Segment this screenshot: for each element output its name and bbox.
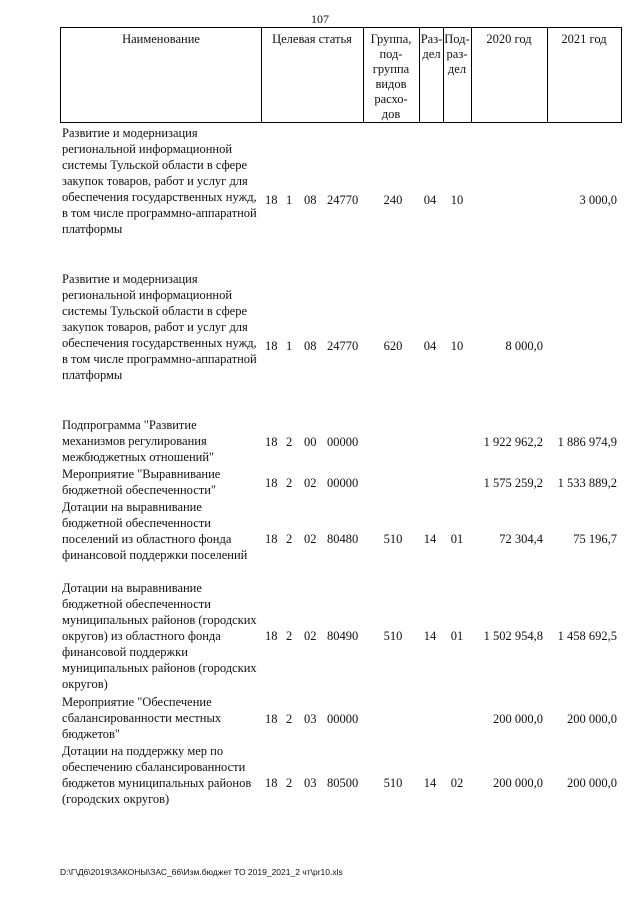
row-code: 80500 <box>327 776 359 790</box>
row-name: Дотации на выравнивание бюджетной обеспеченности муниципальных районов (городских округов) из областного фонда финансовой поддержки муниципальных районов (городских округов) <box>62 581 257 691</box>
row-measure: 00 <box>304 435 317 449</box>
row-2020: 1 502 954,8 <box>483 629 543 643</box>
row-measure: 02 <box>304 476 317 490</box>
row-code: 00000 <box>327 712 359 726</box>
row-2020: 200 000,0 <box>493 776 543 790</box>
row-subsection: 02 <box>450 776 464 790</box>
row-subprogram: 2 <box>286 476 293 490</box>
row-program: 18 <box>265 712 278 726</box>
row-name: Дотации на поддержку мер по обеспечению сбалансированности бюджетов муниципальных районов (городских округов) <box>62 744 252 806</box>
row-subprogram: 2 <box>286 776 293 790</box>
row-subsection: 01 <box>450 629 464 643</box>
row-2020: 8 000,0 <box>505 339 543 353</box>
row-section: 14 <box>423 776 437 790</box>
header-2020: 2020 год <box>486 32 532 46</box>
row-code: 80480 <box>327 532 359 546</box>
row-subsection: 01 <box>450 532 464 546</box>
row-name: Развитие и модернизация региональной информационной системы Тульской области в сфере закупок товаров, работ и услуг для обеспечения государственных нужд, в том числе программно-аппаратной платформы <box>62 272 257 382</box>
header-section: Раз- дел <box>420 32 443 61</box>
row-program: 18 <box>265 193 278 207</box>
row-2020: 72 304,4 <box>499 532 543 546</box>
row-section: 14 <box>423 629 437 643</box>
row-name: Мероприятие "Выравнивание бюджетной обеспеченности" <box>62 467 221 497</box>
row-section: 04 <box>423 339 437 353</box>
row-measure: 02 <box>304 629 317 643</box>
row-program: 18 <box>265 532 278 546</box>
row-subsection: 10 <box>450 193 464 207</box>
header-2021: 2021 год <box>561 32 607 46</box>
row-2021: 1 886 974,9 <box>557 435 617 449</box>
row-2020: 200 000,0 <box>493 712 543 726</box>
row-2021: 200 000,0 <box>567 712 617 726</box>
row-group: 240 <box>383 193 403 207</box>
header-subsection: Под- раз- дел <box>444 32 470 76</box>
row-subsection: 10 <box>450 339 464 353</box>
row-subprogram: 2 <box>286 629 293 643</box>
row-measure: 02 <box>304 532 317 546</box>
row-measure: 03 <box>304 776 317 790</box>
row-program: 18 <box>265 629 278 643</box>
row-subprogram: 1 <box>286 193 293 207</box>
row-section: 14 <box>423 532 437 546</box>
row-code: 80490 <box>327 629 359 643</box>
row-code: 24770 <box>327 193 359 207</box>
row-measure: 03 <box>304 712 317 726</box>
row-name: Мероприятие "Обеспечение сбалансированности местных бюджетов" <box>62 695 222 741</box>
page-number: 107 <box>311 12 329 26</box>
row-2020: 1 575 259,2 <box>483 476 543 490</box>
row-2021: 3 000,0 <box>579 193 617 207</box>
row-group: 620 <box>383 339 403 353</box>
row-name: Развитие и модернизация региональной информационной системы Тульской области в сфере закупок товаров, работ и услуг для обеспечения государственных нужд, в том числе программно-аппаратной платформы <box>62 126 257 236</box>
row-2020: 1 922 962,2 <box>483 435 543 449</box>
row-2021: 1 458 692,5 <box>557 629 617 643</box>
file-path-footer: D:\Г\Д6\2019\ЗАКОНЫ\ЗАС_66\Изм.бюджет ТО 2019_2021_2 чт\pr10.xls <box>60 867 343 877</box>
row-subprogram: 2 <box>286 435 293 449</box>
header-target: Целевая статья <box>272 32 352 46</box>
row-program: 18 <box>265 776 278 790</box>
row-2021: 1 533 889,2 <box>557 476 617 490</box>
row-group: 510 <box>383 776 403 790</box>
row-section: 04 <box>423 193 437 207</box>
row-name: Подпрограмма "Развитие механизмов регулирования межбюджетных отношений" <box>62 418 215 464</box>
row-measure: 08 <box>304 339 317 353</box>
row-code: 00000 <box>327 476 359 490</box>
row-2021: 75 196,7 <box>573 532 617 546</box>
row-name: Дотации на выравнивание бюджетной обеспеченности поселений из областного фонда финансовой поддержки поселений <box>62 500 248 562</box>
row-measure: 08 <box>304 193 317 207</box>
row-2021: 200 000,0 <box>567 776 617 790</box>
row-program: 18 <box>265 476 278 490</box>
header-name: Наименование <box>122 32 200 46</box>
row-subprogram: 2 <box>286 532 293 546</box>
row-code: 00000 <box>327 435 359 449</box>
row-subprogram: 1 <box>286 339 293 353</box>
row-subprogram: 2 <box>286 712 293 726</box>
row-code: 24770 <box>327 339 359 353</box>
header-group: Группа, под- группа видов расхо- дов <box>370 32 412 121</box>
row-program: 18 <box>265 435 278 449</box>
table-header <box>60 27 622 123</box>
row-group: 510 <box>383 629 403 643</box>
row-group: 510 <box>383 532 403 546</box>
row-program: 18 <box>265 339 278 353</box>
